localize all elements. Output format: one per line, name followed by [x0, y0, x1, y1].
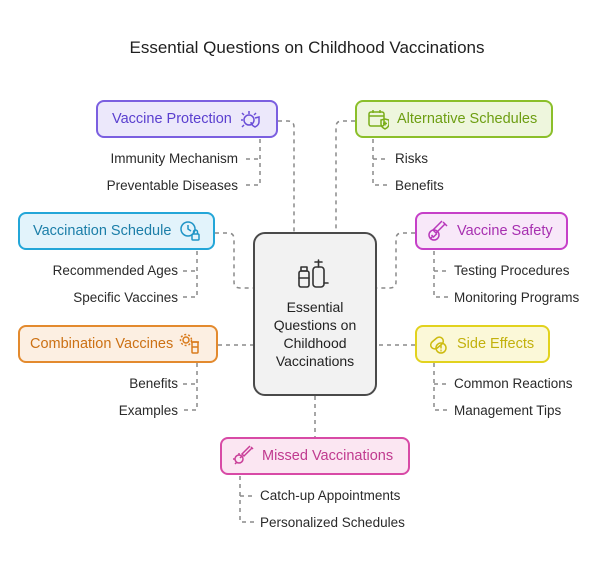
combination-vaccines-item: Examples — [118, 403, 178, 418]
connector-side-effects-items — [434, 363, 448, 410]
topic-label: Vaccine Safety — [457, 223, 553, 239]
syringe-virus-icon — [232, 445, 254, 467]
combination-vaccines-item: Benefits — [129, 376, 178, 391]
connector-alternative-schedules-items — [373, 139, 387, 185]
vaccine-protection-item: Immunity Mechanism — [110, 151, 238, 166]
connector-vaccine-protection-items — [246, 139, 260, 185]
side-effects-item: Common Reactions — [454, 376, 573, 391]
topic-vaccination-schedule — [18, 212, 215, 250]
topic-label: Vaccine Protection — [112, 111, 232, 127]
connector-alternative-schedules — [336, 121, 355, 232]
center-label: Essential Questions on Childhood Vaccinations — [273, 299, 357, 369]
vaccine-vials-icon — [295, 258, 335, 290]
connector-combination-vaccines-items — [183, 363, 197, 410]
vaccine-protection-item: Preventable Diseases — [106, 178, 238, 193]
diagram-title: Essential Questions on Childhood Vaccinations — [129, 38, 485, 57]
bandage-warning-icon — [427, 333, 449, 355]
topic-missed-vaccinations — [220, 437, 410, 475]
topic-vaccine-protection — [96, 100, 278, 138]
virus-shield-icon — [240, 108, 262, 130]
center-node — [253, 232, 377, 396]
missed-vaccinations-item: Personalized Schedules — [260, 515, 405, 530]
topic-combination-vaccines — [18, 325, 218, 363]
topic-label: Alternative Schedules — [397, 111, 538, 127]
connector-missed-vaccinations-items — [240, 476, 254, 522]
topic-label: Missed Vaccinations — [262, 448, 394, 464]
side-effects-item: Management Tips — [454, 403, 562, 418]
alternative-schedules-item: Risks — [395, 151, 428, 166]
vaccine-safety-item: Monitoring Programs — [454, 290, 580, 305]
connector-vaccine-safety-items — [434, 251, 448, 297]
vaccination-schedule-item: Specific Vaccines — [73, 290, 178, 305]
vaccination-schedule-item: Recommended Ages — [52, 263, 178, 278]
topic-label: Vaccination Schedule — [33, 223, 172, 239]
topic-side-effects — [415, 325, 550, 363]
calendar-shield-icon — [367, 108, 389, 130]
clock-lock-icon — [179, 220, 201, 242]
connector-vaccination-schedule-items — [183, 251, 197, 297]
vaccine-safety-item: Testing Procedures — [454, 263, 570, 278]
connector-vaccine-protection — [278, 121, 294, 232]
connector-vaccination-schedule — [215, 233, 253, 288]
alternative-schedules-item: Benefits — [395, 178, 444, 193]
gears-vial-icon — [179, 333, 201, 355]
topic-label: Combination Vaccines — [30, 336, 174, 352]
topic-label: Side Effects — [457, 336, 535, 352]
missed-vaccinations-item: Catch-up Appointments — [260, 488, 401, 503]
topic-alternative-schedules — [355, 100, 553, 138]
topic-vaccine-safety — [415, 212, 568, 250]
connector-vaccine-safety — [377, 233, 415, 288]
syringe-check-icon — [427, 220, 449, 242]
